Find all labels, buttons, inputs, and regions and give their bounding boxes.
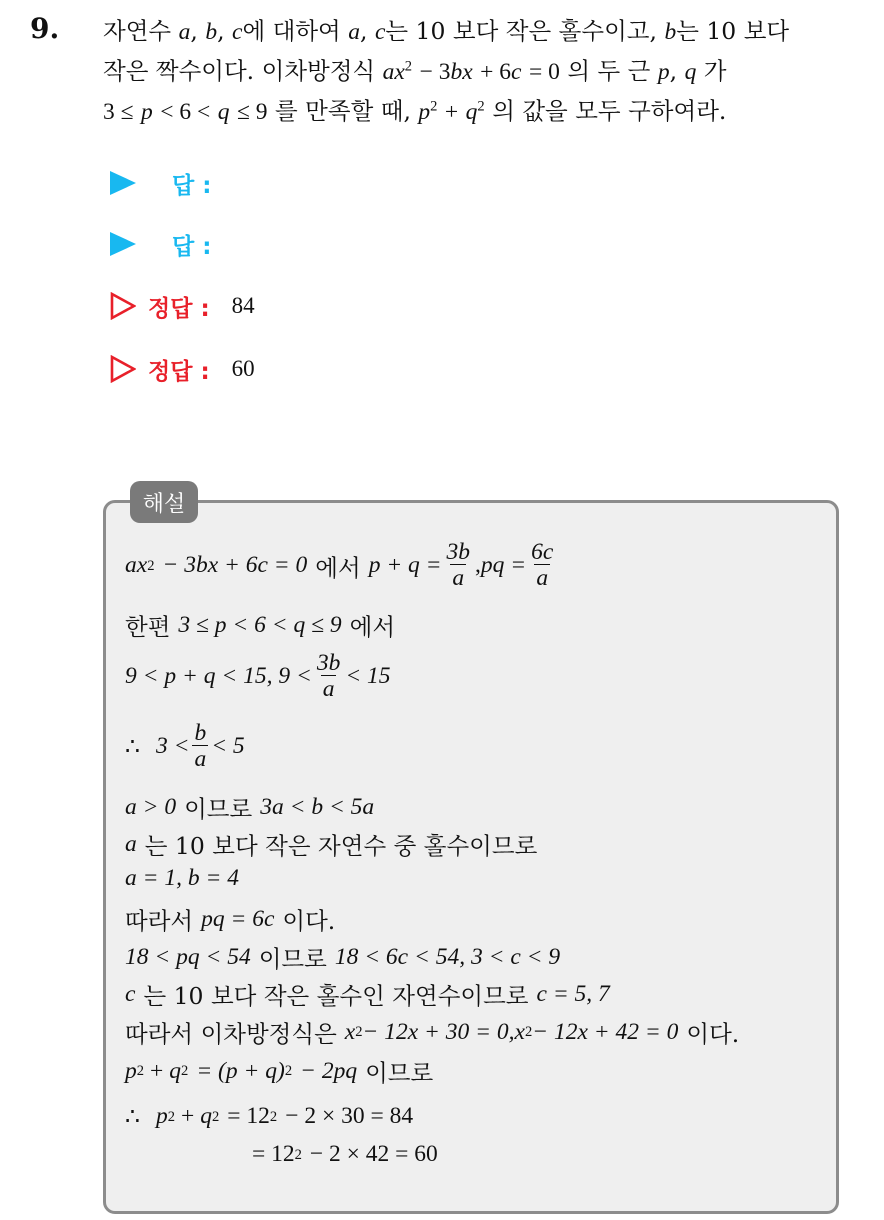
fraction bbox=[445, 540, 473, 591]
eq-term: ax bbox=[382, 59, 405, 85]
q2-text: 가 bbox=[703, 57, 727, 85]
var-p: p bbox=[418, 99, 431, 125]
eq-term: = 0 bbox=[528, 59, 560, 85]
q3-text: 를 만족할 때, bbox=[275, 97, 411, 125]
ineq-term: < 6 < bbox=[160, 99, 211, 125]
therefore-symbol: ∴ bbox=[125, 734, 140, 760]
eq-term: − 3 bbox=[419, 59, 451, 85]
exponent: 2 bbox=[430, 98, 438, 115]
triangle-outline-icon bbox=[110, 355, 136, 383]
text: 이다. bbox=[686, 1020, 740, 1048]
fraction-denominator: a bbox=[452, 565, 465, 591]
var-q: q bbox=[217, 99, 230, 125]
plus-sign: + bbox=[150, 1057, 164, 1084]
plus-sign: + bbox=[180, 1103, 195, 1129]
answer-blank-2 bbox=[110, 226, 211, 262]
q1-comma: , bbox=[217, 17, 225, 45]
solution-line-7 bbox=[125, 865, 239, 892]
expr: 18 < 6c < 54, 3 < c < 9 bbox=[334, 943, 561, 970]
fraction-numerator: 3b bbox=[446, 539, 471, 565]
q2-comma: , bbox=[669, 57, 678, 85]
var-a: a bbox=[125, 830, 137, 857]
question-text bbox=[103, 12, 865, 132]
solution-line-13: ∴ p 2 + q 2 = 12 2 − 2 × 30 = 84 bbox=[125, 1103, 414, 1130]
correct-answer-label: 정답 : bbox=[148, 358, 210, 385]
fraction-numerator: b bbox=[194, 720, 207, 746]
q1-text: 자연수 bbox=[103, 17, 172, 45]
question-line-3 bbox=[103, 92, 865, 132]
text: 에서 bbox=[349, 613, 396, 641]
expr: < 5 bbox=[211, 733, 245, 759]
expr: a = 1, b = 4 bbox=[125, 865, 239, 891]
correct-answer-2 bbox=[110, 351, 255, 387]
var-q: q bbox=[684, 59, 697, 85]
q1-text: 에 대하여 bbox=[242, 17, 341, 45]
eq-term: bx bbox=[450, 59, 473, 85]
var-c: c bbox=[374, 19, 386, 45]
expr: = 12 bbox=[227, 1103, 270, 1129]
expr: pq = 6c bbox=[201, 905, 275, 932]
triangle-filled-icon bbox=[110, 171, 136, 195]
q3-text: 의 값을 모두 구하여라. bbox=[492, 97, 727, 125]
expr: < 15 bbox=[345, 663, 391, 689]
expr: ax bbox=[125, 552, 148, 578]
var-q: q bbox=[465, 99, 478, 125]
text: 이므로 bbox=[184, 795, 253, 823]
text: 이므로 bbox=[258, 945, 327, 973]
solution-tag: 해설 bbox=[130, 481, 198, 523]
q1-comma: , bbox=[190, 17, 198, 45]
text: 한편 bbox=[125, 613, 171, 641]
var-p: p bbox=[141, 99, 153, 125]
expr: = (p + q) bbox=[196, 1057, 285, 1084]
fraction-denominator: a bbox=[322, 676, 335, 702]
solution-line-4 bbox=[125, 721, 245, 772]
question-number: 9. bbox=[30, 12, 60, 45]
text: 이다. bbox=[282, 907, 336, 935]
expr: x bbox=[344, 1018, 356, 1045]
solution-line-1: ax 2 − 3bx + 6c = 0 에서 p + q = $\frac{3b}{a}$ , pq = $\frac{6c}{a}$ bbox=[125, 539, 554, 591]
eq-exponent: 2 bbox=[404, 58, 413, 75]
expr: x bbox=[514, 1018, 525, 1045]
var-p: p bbox=[657, 59, 670, 85]
question-line-1 bbox=[103, 12, 865, 52]
solution-line-12: p 2 + q 2 = (p + q) 2 − 2pq 이므로 bbox=[125, 1054, 433, 1088]
text: 따라서 bbox=[125, 907, 194, 935]
question-line-2 bbox=[103, 52, 865, 92]
expr: c = 5, 7 bbox=[536, 980, 610, 1007]
eq-term: c bbox=[511, 59, 522, 85]
correct-answer-label: 정답 : bbox=[148, 295, 210, 322]
q1-comma: , bbox=[359, 17, 368, 45]
var-a: a bbox=[178, 19, 191, 45]
exponent: 2 bbox=[477, 98, 485, 115]
solution-line-11: 따라서 이차방정식은 x 2 − 12x + 30 = 0, x 2 − 12x + 42 = 0 이다. bbox=[125, 1015, 739, 1049]
expr: − 12x + 30 = 0, bbox=[362, 1018, 515, 1045]
solution-line-5 bbox=[125, 790, 374, 824]
expr: − 2 × 42 = 60 bbox=[309, 1141, 438, 1167]
fraction-numerator: 3b bbox=[316, 650, 341, 676]
var-q: q bbox=[169, 1057, 182, 1084]
q1-text: 는 10 보다 작은 홀수이고, bbox=[385, 17, 657, 45]
triangle-filled-icon bbox=[110, 232, 136, 256]
correct-answer-value: 60 bbox=[231, 356, 255, 381]
correct-answer-value: 84 bbox=[231, 293, 255, 318]
expr: − 3bx + 6c = 0 bbox=[162, 552, 308, 578]
fraction bbox=[529, 540, 555, 591]
correct-answer-1 bbox=[110, 288, 255, 324]
expr: − 12x + 42 = 0 bbox=[532, 1018, 679, 1045]
q1-text: 는 10 보다 bbox=[676, 17, 790, 45]
expr: 9 < p + q < 15, 9 < bbox=[125, 663, 312, 689]
expr: pq = bbox=[480, 552, 527, 578]
var-q: q bbox=[200, 1103, 212, 1129]
var-p: p bbox=[155, 1103, 168, 1129]
text: 이므로 bbox=[365, 1059, 434, 1087]
solution-line-3 bbox=[125, 651, 391, 702]
expr: a > 0 bbox=[125, 793, 177, 820]
solution-line-8 bbox=[125, 902, 335, 936]
comma: , bbox=[475, 552, 481, 578]
solution-line-9 bbox=[125, 940, 560, 974]
ineq-term: 3 ≤ bbox=[103, 99, 134, 125]
expr: 3 < bbox=[155, 733, 190, 759]
var-c: c bbox=[125, 980, 136, 1007]
expr: 3 ≤ p < 6 < q ≤ 9 bbox=[178, 611, 342, 638]
var-a: a bbox=[348, 19, 360, 45]
text: 는 10 보다 작은 자연수 중 홀수이므로 bbox=[144, 832, 538, 860]
expr: − 2pq bbox=[300, 1057, 358, 1084]
text: 는 10 보다 작은 홀수인 자연수이므로 bbox=[143, 982, 529, 1010]
fraction-denominator: a bbox=[536, 565, 549, 591]
plus-sign: + bbox=[444, 99, 459, 125]
text: 에서 bbox=[315, 553, 361, 582]
expr: = 12 bbox=[252, 1141, 295, 1167]
expr: 18 < pq < 54 bbox=[125, 943, 251, 970]
answer-label: 답 : bbox=[172, 172, 212, 199]
fraction bbox=[315, 651, 343, 702]
eq-term: + 6 bbox=[480, 59, 512, 85]
ineq-term: ≤ 9 bbox=[236, 99, 268, 125]
solution-line-10 bbox=[125, 977, 610, 1011]
fraction bbox=[192, 721, 208, 772]
var-p: p bbox=[125, 1057, 137, 1084]
var-c: c bbox=[232, 19, 243, 45]
text: 따라서 이차방정식은 bbox=[125, 1020, 337, 1048]
fraction-numerator: 6c bbox=[531, 539, 554, 565]
expr: p + q = bbox=[368, 552, 442, 578]
q2-text: 의 두 근 bbox=[567, 57, 651, 85]
answer-label: 답 : bbox=[172, 233, 212, 260]
expr: − 2 × 30 = 84 bbox=[285, 1103, 414, 1129]
solution-line-6 bbox=[125, 827, 537, 861]
var-b: b bbox=[664, 19, 677, 45]
q2-text: 작은 짝수이다. 이차방정식 bbox=[103, 57, 376, 85]
answer-blank-1 bbox=[110, 165, 211, 201]
triangle-outline-icon bbox=[110, 292, 136, 320]
var-b: b bbox=[205, 19, 218, 45]
solution-line-2 bbox=[125, 608, 395, 642]
therefore-symbol: ∴ bbox=[125, 1104, 140, 1130]
solution-line-14: = 12 2 − 2 × 42 = 60 bbox=[252, 1141, 438, 1167]
fraction-denominator: a bbox=[194, 746, 207, 772]
expr: 3a < b < 5a bbox=[260, 793, 375, 820]
